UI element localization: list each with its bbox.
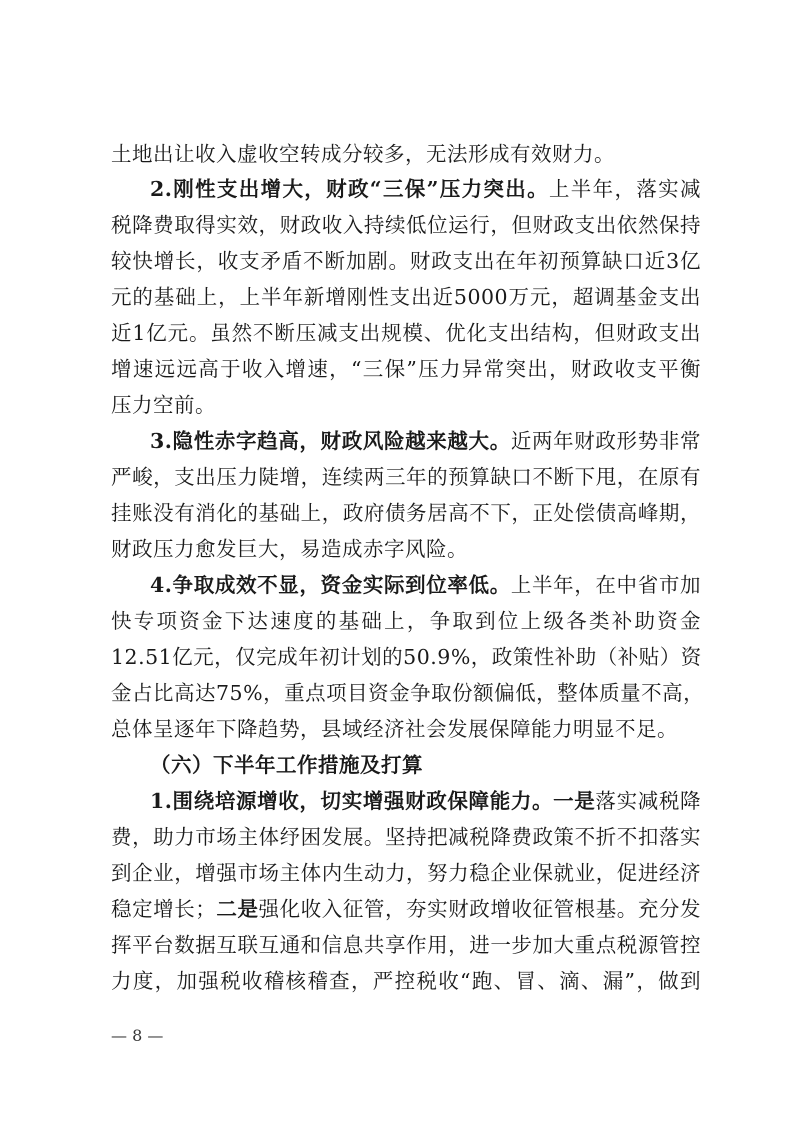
- line-text: 近两年财政形势非常: [510, 429, 701, 453]
- paragraph-line: [111, 462, 701, 492]
- paragraph-line: [111, 498, 701, 528]
- paragraph-line: [150, 426, 701, 456]
- line-text: 较快增长，收支矛盾不断加剧。财政支出在年初预算缺口近3亿: [111, 249, 701, 273]
- line-text: 快专项资金下达速度的基础上，争取到位上级各类补助资金: [111, 609, 701, 633]
- paragraph-heading: 1.围绕培源增收，切实增强财政保障能力。一是: [150, 789, 596, 813]
- line-text: 金占比高达75%，重点项目资金争取份额偏低，整体质量不高，: [111, 681, 705, 705]
- line-text: 12.51亿元，仅完成年初计划的50.9%，政策性补助（补贴）资: [111, 645, 702, 669]
- paragraph-line: [111, 318, 701, 348]
- paragraph-line: [111, 139, 701, 169]
- line-text: 上半年，落实减: [548, 177, 702, 201]
- line-text: 上半年，在中省市加: [510, 573, 701, 597]
- line-text: 财政压力愈发巨大，易造成赤字风险。: [111, 537, 468, 561]
- line-text: 费，助力市场主体纾困发展。坚持把减税降费政策不折不扣落实: [111, 825, 701, 849]
- paragraph-line: [111, 354, 701, 384]
- paragraph-line: [111, 858, 701, 888]
- line-text: 强化收入征管，夯实财政增收征管根基。充分发: [258, 897, 702, 921]
- paragraph-line: [111, 210, 701, 240]
- paragraph-heading: 4.争取成效不显，资金实际到位率低。: [150, 573, 511, 597]
- line-text: 严峻，支出压力陡增，连续两三年的预算缺口不断下甩，在原有: [111, 465, 701, 489]
- line-text: 挂账没有消化的基础上，政府债务居高不下，正处偿债高峰期，: [111, 501, 701, 525]
- line-text: 总体呈逐年下降趋势，县域经济社会发展保障能力明显不足。: [111, 717, 678, 741]
- line-text: 落实减税降: [595, 789, 701, 813]
- paragraph-line: [111, 246, 701, 276]
- paragraph-line: [150, 570, 701, 600]
- line-text: 稳定增长；: [111, 897, 217, 921]
- line-text: 税降费取得实效，财政收入持续低位运行，但财政支出依然保持: [111, 213, 701, 237]
- line-text: 近1亿元。虽然不断压减支出规模、优化支出结构，但财政支出: [111, 321, 701, 345]
- line-text: 到企业，增强市场主体内生动力，努力稳企业保就业，促进经济: [111, 861, 701, 885]
- paragraph-line: [111, 966, 701, 996]
- section-heading: [150, 750, 701, 780]
- paragraph-line: [111, 714, 701, 744]
- line-text: 挥平台数据互联互通和信息共享作用，进一步加大重点税源管控: [111, 933, 701, 957]
- inline-emphasis: 二是: [216, 897, 259, 921]
- paragraph-line: [111, 678, 705, 708]
- page-number: — 8 —: [111, 1026, 164, 1045]
- line-text: 元的基础上，上半年新增刚性支出近5000万元，超调基金支出: [111, 285, 701, 309]
- paragraph-line: [111, 822, 701, 852]
- line-text: 压力空前。: [111, 393, 216, 417]
- paragraph-line: [111, 930, 701, 960]
- line-text: 土地出让收入虚收空转成分较多，无法形成有效财力。: [111, 142, 615, 166]
- paragraph-line: [111, 534, 701, 564]
- paragraph-line: [150, 174, 701, 204]
- paragraph-line: [111, 606, 701, 636]
- paragraph-heading: 3.隐性赤字趋高，财政风险越来越大。: [150, 429, 511, 453]
- paragraph-line: [111, 282, 701, 312]
- paragraph-line: [111, 642, 701, 672]
- section-heading-text: （六）下半年工作措施及打算: [150, 753, 423, 777]
- paragraph-line: [111, 390, 701, 420]
- line-text: 力度，加强税收稽核稽查，严控税收“跑、冒、滴、漏”，做到: [111, 969, 701, 993]
- line-text: 增速远远高于收入增速，“三保”压力异常突出，财政收支平衡: [111, 357, 701, 381]
- paragraph-heading: 2.刚性支出增大，财政“三保”压力突出。: [150, 177, 549, 201]
- paragraph-line: [150, 786, 701, 816]
- paragraph-line: [111, 894, 701, 924]
